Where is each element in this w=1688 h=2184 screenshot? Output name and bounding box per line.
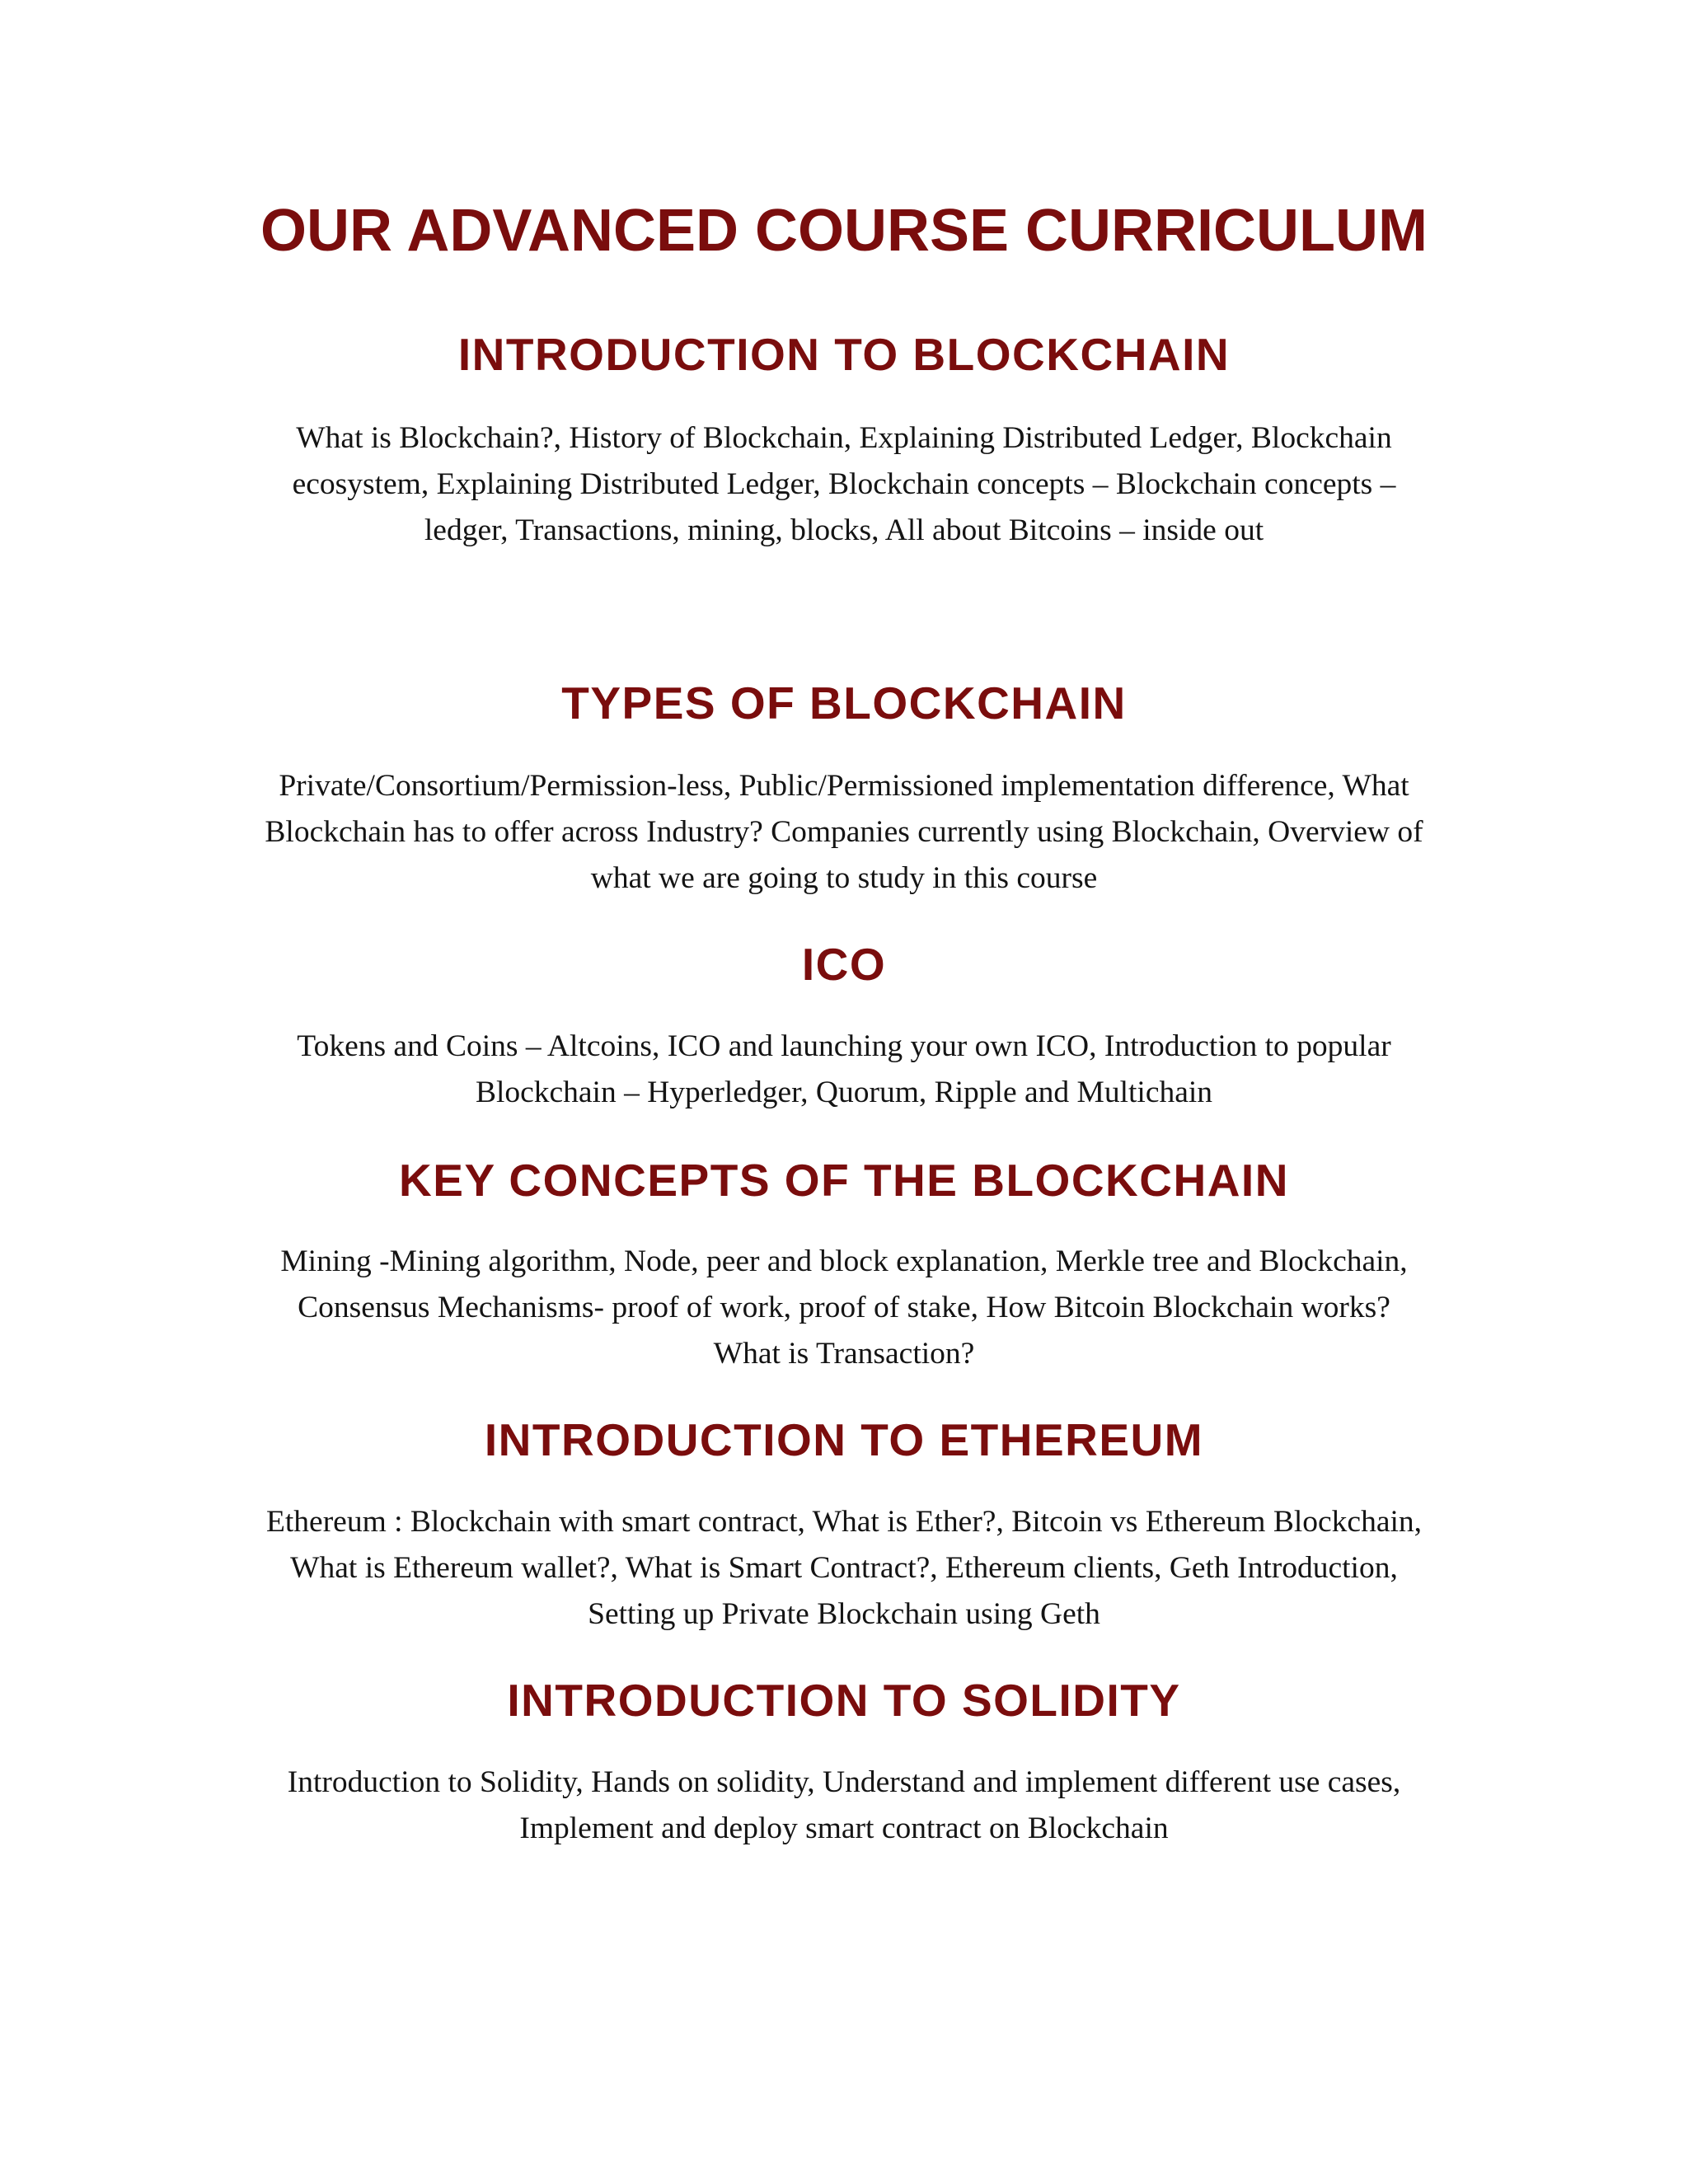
body-line: ledger, Transactions, mining, blocks, All about Bitcoins – inside out — [424, 513, 1264, 547]
body-line: Setting up Private Blockchain using Geth — [588, 1597, 1100, 1631]
body-line: Blockchain has to offer across Industry? Companies currently using Blockchain, Overview of — [265, 815, 1423, 849]
body-line: Private/Consortium/Permission-less, Public/Permissioned implementation difference, What — [279, 769, 1409, 803]
body-line: Blockchain – Hyperledger, Quorum, Ripple and Multichain — [475, 1076, 1213, 1109]
body-line: Ethereum : Blockchain with smart contract, What is Ether?, Bitcoin vs Ethereum Blockchain, — [265, 1505, 1423, 1539]
body-line: Mining -Mining algorithm, Node, peer and block explanation, Merkle tree and Blockchain, — [280, 1244, 1408, 1278]
section-heading-introduction-to-solidity: INTRODUCTION TO SOLIDITY — [507, 1675, 1181, 1726]
body-line: What is Blockchain?, History of Blockchain, Explaining Distributed Ledger, Blockchain — [296, 421, 1392, 455]
section-body-ico — [181, 1024, 1507, 1116]
body-line: Implement and deploy smart contract on Blockchain — [519, 1811, 1169, 1845]
body-line: what we are going to study in this course — [590, 861, 1098, 895]
page-title: OUR ADVANCED COURSE CURRICULUM — [260, 198, 1428, 264]
section-body-introduction-to-solidity — [181, 1760, 1507, 1852]
body-line: What is Transaction? — [713, 1337, 975, 1371]
section-body-key-concepts — [181, 1239, 1507, 1377]
section-body-introduction-to-blockchain — [181, 415, 1507, 554]
body-line: Tokens and Coins – Altcoins, ICO and launching your own ICO, Introduction to popular — [297, 1029, 1391, 1063]
body-line: Consensus Mechanisms- proof of work, proof of stake, How Bitcoin Blockchain works? — [298, 1291, 1390, 1324]
section-heading-introduction-to-ethereum: INTRODUCTION TO ETHEREUM — [484, 1414, 1204, 1465]
section-heading-ico: ICO — [801, 939, 887, 990]
section-heading-key-concepts: KEY CONCEPTS OF THE BLOCKCHAIN — [399, 1155, 1289, 1206]
section-heading-types-of-blockchain: TYPES OF BLOCKCHAIN — [561, 677, 1127, 729]
section-body-introduction-to-ethereum — [181, 1499, 1507, 1638]
section-body-types-of-blockchain — [181, 763, 1507, 902]
body-line: ecosystem, Explaining Distributed Ledger, Blockchain concepts – Blockchain concepts – — [292, 467, 1396, 501]
section-heading-introduction-to-blockchain: INTRODUCTION TO BLOCKCHAIN — [457, 329, 1231, 380]
body-line: What is Ethereum wallet?, What is Smart Contract?, Ethereum clients, Geth Introduction, — [290, 1551, 1398, 1585]
body-line: Introduction to Solidity, Hands on solidity, Understand and implement different use cases, — [287, 1765, 1401, 1799]
